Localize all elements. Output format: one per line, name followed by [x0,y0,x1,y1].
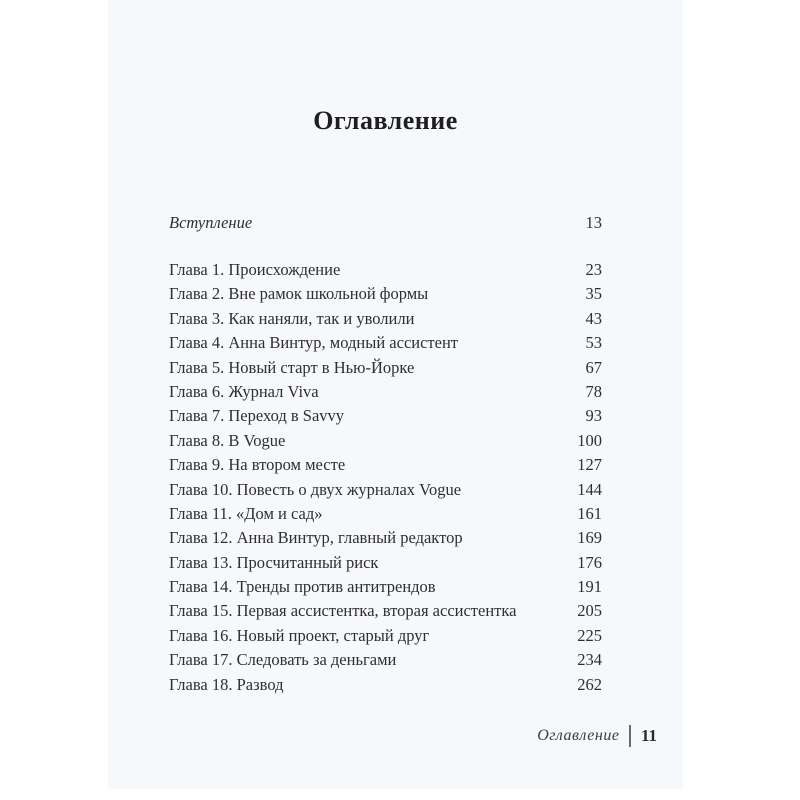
toc-entry-page-number: 23 [585,260,602,279]
toc-entry [169,624,602,648]
toc-entry-label: Глава 18. Развод [169,674,284,694]
toc-entry-label: Глава 6. Журнал Viva [169,381,319,401]
toc-entry-label: Глава 8. В Vogue [169,430,286,450]
toc-entry-page-number: 234 [577,650,602,670]
toc-entry-label: Глава 12. Анна Винтур, главный редактор [169,528,463,548]
toc-entry [169,331,602,355]
toc-entry [169,478,602,502]
toc-entry-label: Глава 2. Вне рамок школьной формы [169,284,429,304]
toc-entry-label: Глава 11. «Дом и сад» [169,503,323,523]
toc-entry-label: Глава 5. Новый старт в Нью-Йорке [169,357,415,377]
footer-section-label: Оглавление [537,727,620,744]
toc-entry-page-number: 13 [585,213,602,232]
toc-entry-label: Глава 1. Происхождение [169,260,341,279]
toc-entry-page-number: 169 [577,528,602,548]
footer-divider [629,725,631,747]
toc-entry [169,282,602,306]
toc-entry-label: Глава 17. Следовать за деньгами [169,650,397,670]
toc-entry-page-number: 100 [577,430,602,450]
toc-entry [169,575,602,599]
toc-entry-label: Глава 14. Тренды против антитрендов [169,577,436,597]
toc-entry [169,307,602,331]
toc-entry [169,673,602,697]
footer-page-number: 11 [640,726,657,745]
toc-entry [169,380,602,404]
toc-entry-page-number: 191 [577,577,602,597]
toc-entry [169,356,602,380]
page-footer [537,723,657,749]
toc-entry [169,526,602,550]
toc-entry-label: Глава 7. Переход в Savvy [169,406,345,426]
page-title: Оглавление [313,106,458,135]
toc-entry-label: Глава 9. На втором месте [169,455,346,475]
toc-entry-label: Глава 3. Как наняли, так и уволили [169,308,415,328]
toc-entry [169,502,602,526]
toc-entry [169,599,602,623]
toc-entry-page-number: 53 [585,333,602,353]
toc-entry [169,404,602,428]
toc-entry-page-number: 225 [577,625,602,645]
toc-entry-page-number: 205 [577,601,602,621]
toc-entry [169,453,602,477]
book-page [108,0,683,789]
toc-entry-label: Глава 16. Новый проект, старый друг [169,625,430,645]
toc-chapter-list [169,258,602,697]
toc-entry-page-number: 262 [577,674,602,694]
toc-entry-intro [169,211,602,235]
toc-entry [169,429,602,453]
toc-entry-page-number: 67 [585,357,602,377]
toc-entry-page-number: 161 [577,503,602,523]
toc-entry [169,551,602,575]
toc-entry-page-number: 93 [585,406,602,426]
toc-entry [169,258,602,282]
toc-entry-page-number: 144 [577,479,602,499]
toc-entry-label: Глава 15. Первая ассистентка, вторая ассистентка [169,601,517,621]
toc-entry-page-number: 35 [585,284,602,304]
toc-entry-page-number: 78 [585,381,602,401]
toc-entry-page-number: 127 [577,455,602,475]
toc-entry [169,648,602,672]
toc-entry-label: Глава 10. Повесть о двух журналах Vogue [169,479,462,499]
toc-entry-page-number: 43 [585,308,602,328]
toc-entry-label: Глава 13. Просчитанный риск [169,552,379,572]
toc-entry-label: Глава 4. Анна Винтур, модный ассистент [169,333,458,353]
toc-entry-label: Вступление [169,213,253,232]
toc-entry-page-number: 176 [577,552,602,572]
